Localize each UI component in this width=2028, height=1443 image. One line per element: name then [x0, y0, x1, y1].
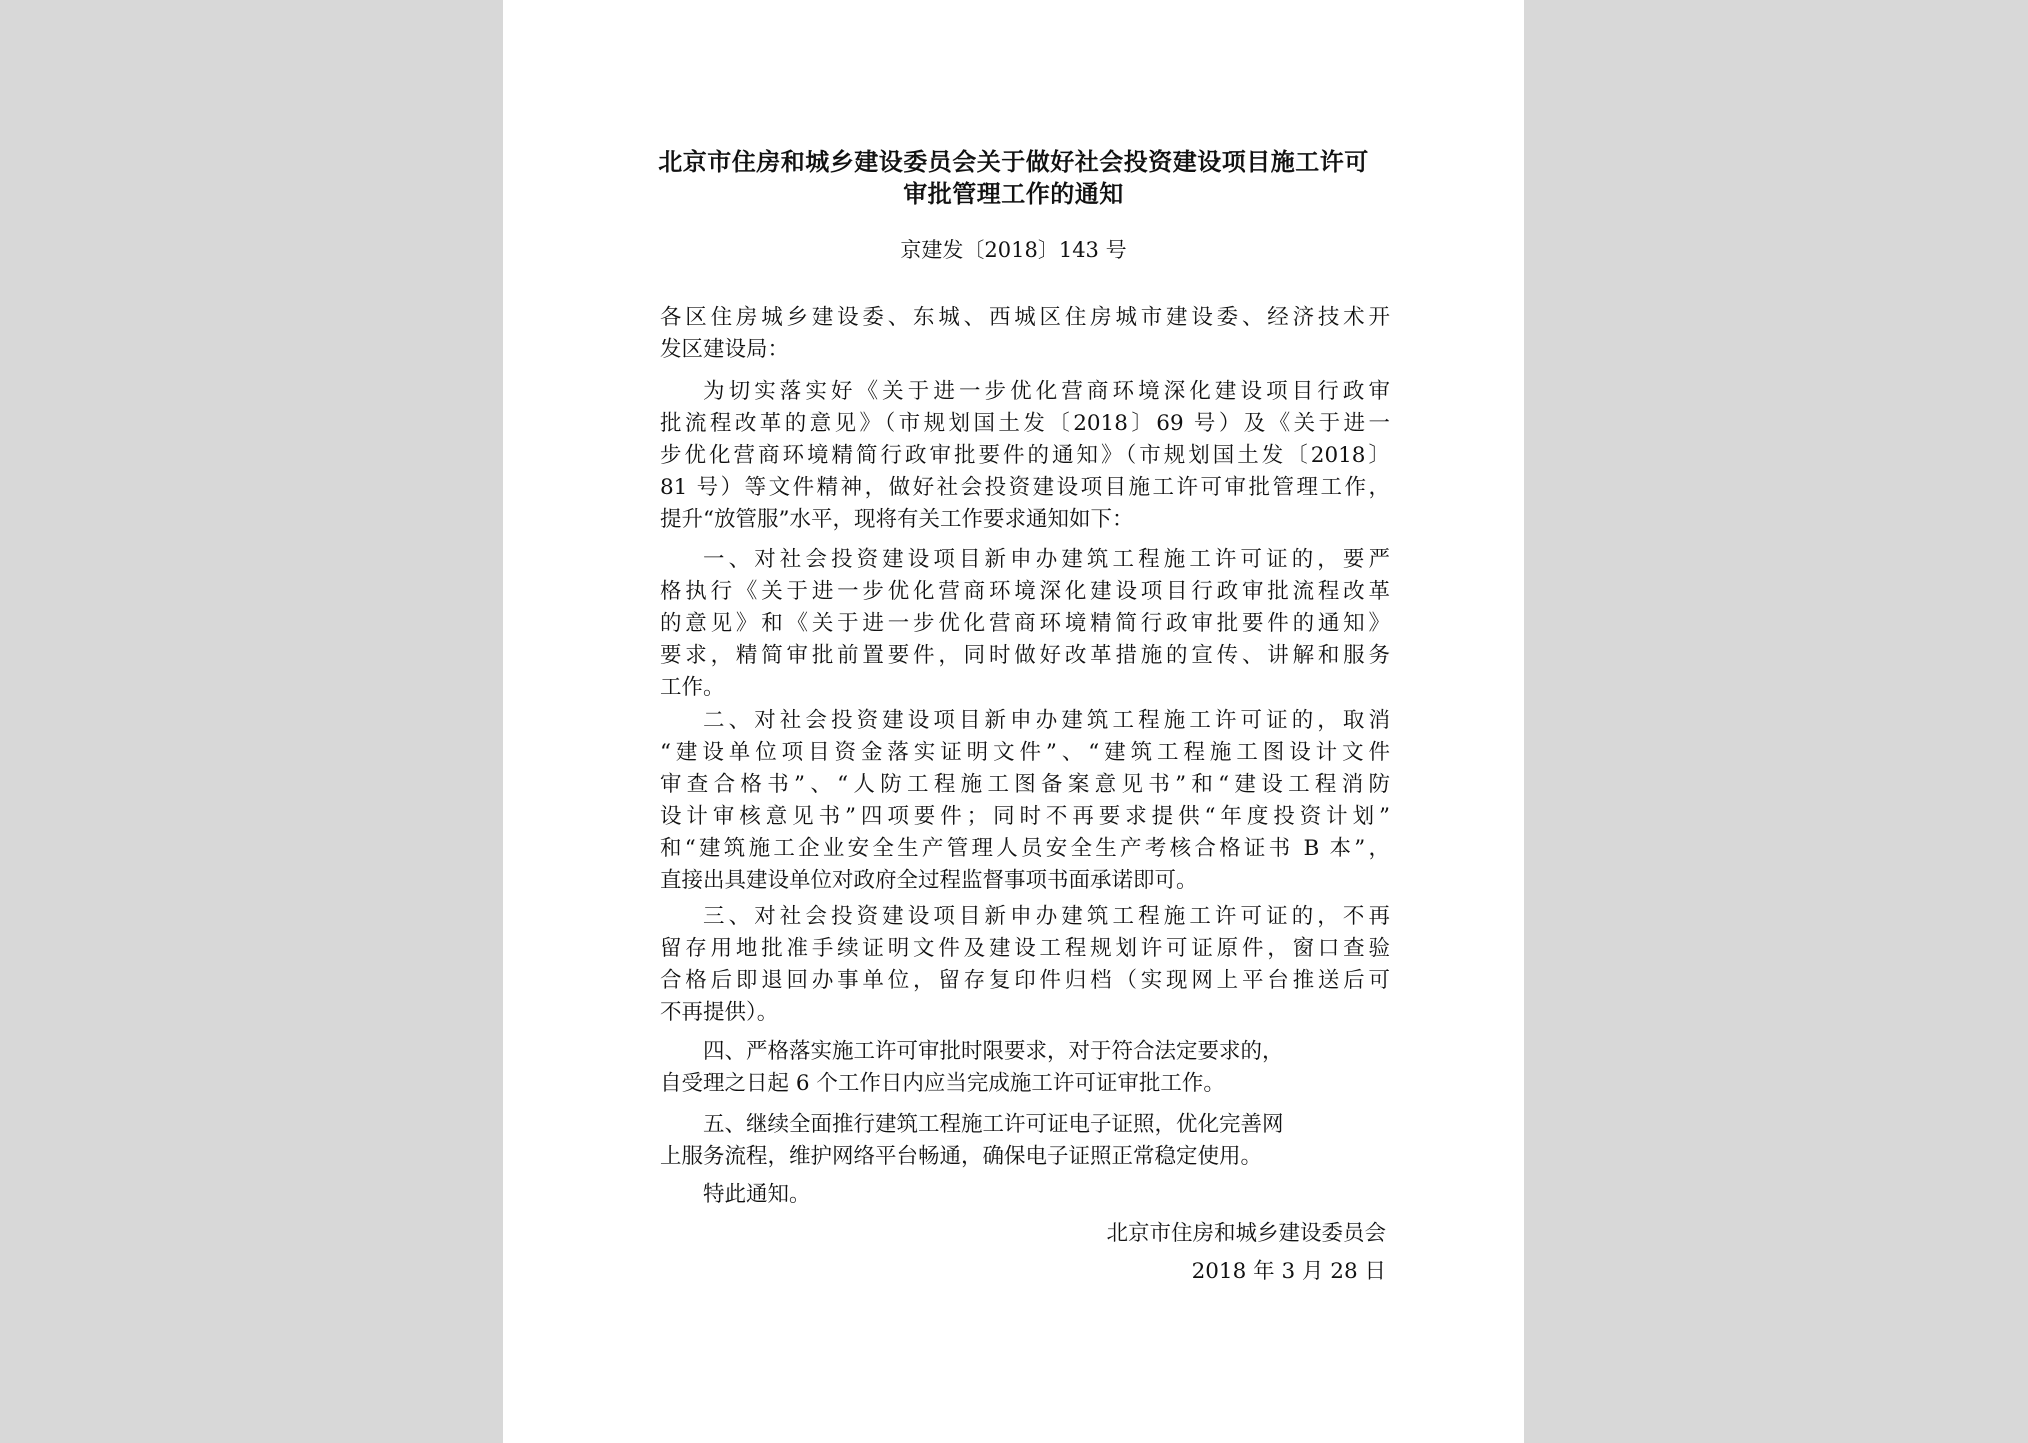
paragraph-line: 三、对社会投资建设项目新申办建筑工程施工许可证的，不再 [703, 904, 1390, 929]
paragraph-line: 合格后即退回办事单位，留存复印件归档（实现网上平台推送后可 [660, 968, 1390, 993]
paragraph-line: “建设单位项目资金落实证明文件”、“建筑工程施工图设计文件 [660, 740, 1390, 765]
paragraph-line: 设计审核意见书”四项要件；同时不再要求提供“年度投资计划” [660, 804, 1390, 829]
paragraph-line: 要求，精简审批前置要件，同时做好改革措施的宣传、讲解和服务 [660, 643, 1390, 668]
document-number: 京建发〔2018〕143 号 [900, 238, 1127, 262]
paragraph-line: 批流程改革的意见》（市规划国土发〔2018〕69 号）及《关于进一 [660, 411, 1390, 436]
paragraph-line: 直接出具建设单位对政府全过程监督事项书面承诺即可。 [660, 868, 1198, 893]
paragraph-line: 五、继续全面推行建筑工程施工许可证电子证照，优化完善网 [703, 1112, 1284, 1137]
paragraph-line: 的意见》和《关于进一步优化营商环境精简行政审批要件的通知》 [660, 611, 1390, 636]
document-page [503, 0, 1524, 1443]
addressee-line: 发区建设局： [660, 337, 790, 362]
paragraph-line: 步优化营商环境精简行政审批要件的通知》（市规划国土发〔2018〕 [660, 443, 1390, 468]
paragraph-line: 二、对社会投资建设项目新申办建筑工程施工许可证的，取消 [703, 708, 1390, 733]
paragraph-line: 提升“放管服”水平，现将有关工作要求通知如下： [660, 507, 1134, 532]
paragraph-line: 留存用地批准手续证明文件及建设工程规划许可证原件，窗口查验 [660, 936, 1390, 961]
paragraph-line: 81 号）等文件精神，做好社会投资建设项目施工许可审批管理工作， [660, 475, 1390, 500]
paragraph-line: 工作。 [660, 675, 725, 700]
paragraph-line: 格执行《关于进一步优化营商环境深化建设项目行政审批流程改革 [660, 579, 1390, 604]
document-title-line-2: 审批管理工作的通知 [903, 179, 1124, 208]
signature-date: 2018 年 3 月 28 日 [1191, 1259, 1386, 1284]
addressee-line: 各区住房城乡建设委、东城、西城区住房城市建设委、经济技术开 [660, 305, 1390, 330]
paragraph-line: 审查合格书”、“人防工程施工图备案意见书”和“建设工程消防 [660, 772, 1390, 797]
paragraph-line: 四、严格落实施工许可审批时限要求，对于符合法定要求的， [703, 1039, 1284, 1064]
paragraph-line: 自受理之日起 6 个工作日内应当完成施工许可证审批工作。 [660, 1071, 1225, 1096]
paragraph-line: 特此通知。 [703, 1182, 811, 1207]
signature-organization: 北京市住房和城乡建设委员会 [1106, 1221, 1386, 1246]
paragraph-line: 上服务流程，维护网络平台畅通，确保电子证照正常稳定使用。 [660, 1144, 1263, 1169]
paragraph-line: 一、对社会投资建设项目新申办建筑工程施工许可证的，要严 [703, 547, 1390, 572]
paragraph-line: 不再提供）。 [660, 1000, 779, 1025]
paragraph-line: 和“建筑施工企业安全生产管理人员安全生产考核合格证书 B 本”， [660, 836, 1390, 861]
paragraph-line: 为切实落实好《关于进一步优化营商环境深化建设项目行政审 [703, 379, 1390, 404]
document-title-line-1: 北京市住房和城乡建设委员会关于做好社会投资建设项目施工许可 [658, 147, 1369, 176]
